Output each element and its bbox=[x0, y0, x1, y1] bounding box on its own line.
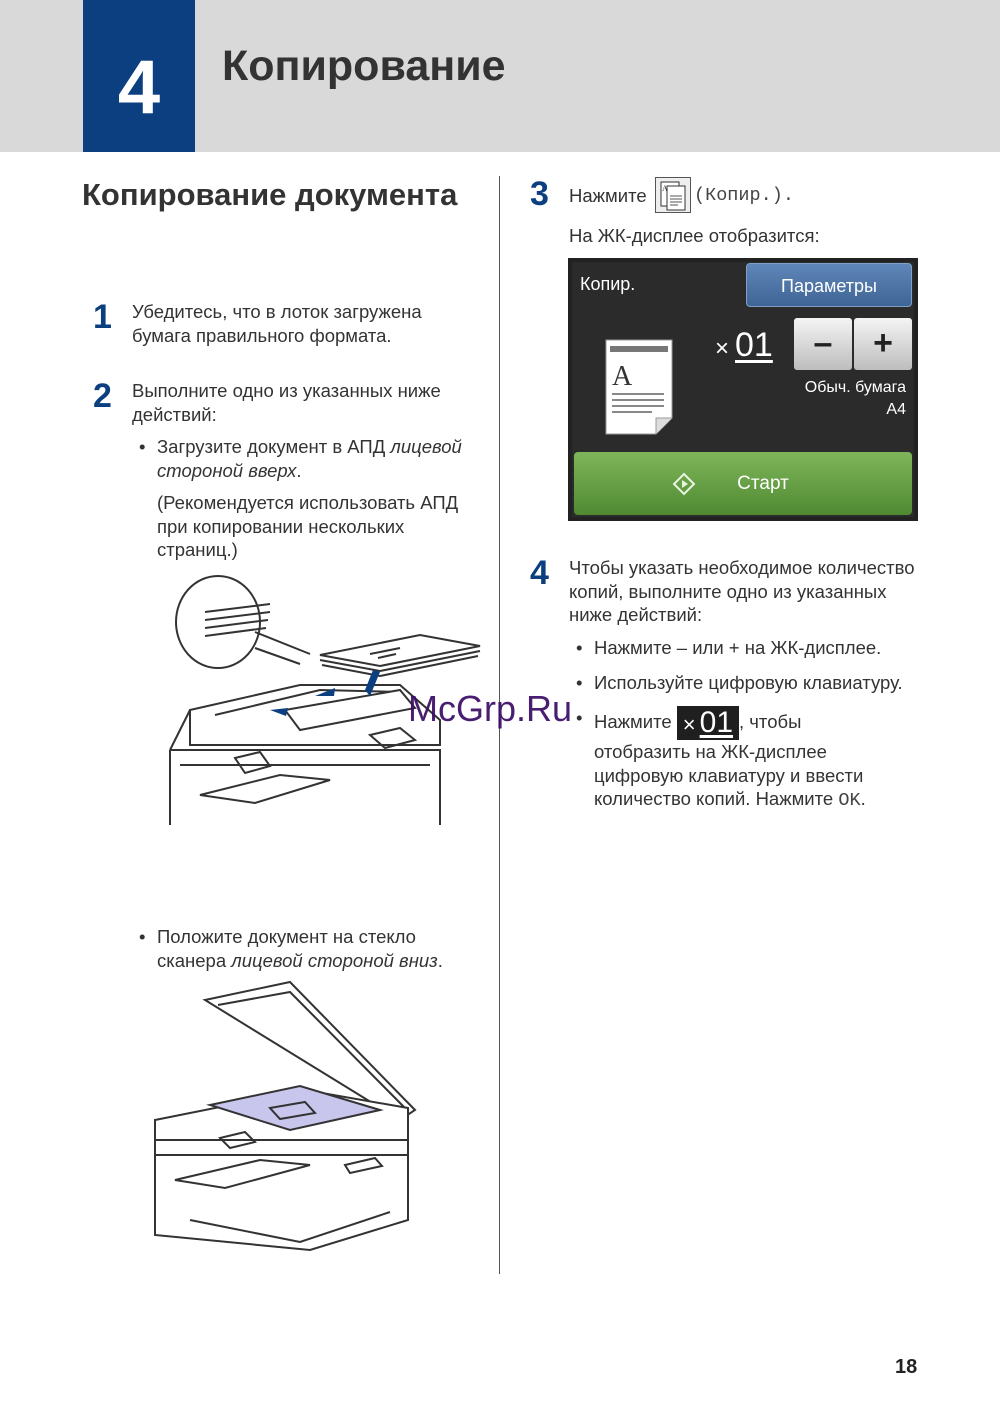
start-button-label: Старт bbox=[737, 473, 789, 494]
step-1-number: 1 bbox=[93, 298, 112, 336]
section-title: Копирование документа bbox=[82, 177, 458, 212]
step-4-bullet-keypad: • Используйте цифровую клавиатуру. bbox=[576, 672, 903, 693]
watermark: McGrp.Ru bbox=[408, 688, 573, 729]
paper-type: Обыч. бумага bbox=[804, 379, 906, 396]
step-3-number: 3 bbox=[530, 175, 549, 213]
document-preview-letter: A bbox=[612, 361, 633, 392]
ok-label: OK bbox=[838, 790, 861, 811]
step-3-button-label: (Копир.). bbox=[694, 185, 794, 206]
copy-count-display[interactable] bbox=[715, 326, 773, 365]
step-2-adf-note: (Рекомендуется использовать АПД при копировании нескольких страниц.) bbox=[157, 492, 459, 560]
document-preview-icon bbox=[604, 338, 674, 436]
step-4-number: 4 bbox=[530, 554, 549, 592]
times-sign: × bbox=[715, 335, 730, 362]
start-diamond-icon bbox=[672, 472, 696, 496]
step-2-bullet-glass: • Положите документ на стекло сканера лицевой стороной вниз. bbox=[139, 926, 443, 971]
start-button[interactable] bbox=[574, 452, 912, 515]
lcd-screen bbox=[568, 258, 918, 521]
step-3-press-text: Нажмите bbox=[569, 185, 647, 206]
step-2-number: 2 bbox=[93, 377, 112, 415]
copy-button-icon[interactable] bbox=[655, 177, 691, 213]
chapter-number: 4 bbox=[83, 0, 195, 152]
page-number: 18 bbox=[895, 1356, 918, 1378]
paper-size: A4 bbox=[886, 401, 906, 418]
step-3-display-text: На ЖК-дисплее отобразится: bbox=[569, 225, 820, 246]
step-1-text: Убедитесь, что в лоток загружена бумага правильного формата. bbox=[132, 301, 422, 346]
paper-settings bbox=[805, 377, 906, 421]
plus-button[interactable]: + bbox=[854, 318, 912, 370]
step-4-bullet-plusminus: • Нажмите – или + на ЖК-дисплее. bbox=[576, 637, 882, 658]
svg-text:A: A bbox=[662, 184, 668, 193]
step-2-text: Выполните одно из указанных ниже действий: bbox=[132, 380, 441, 425]
inline-copy-count-button[interactable]: × 01 bbox=[677, 706, 739, 740]
params-button[interactable]: Параметры bbox=[746, 263, 912, 307]
minus-button[interactable]: – bbox=[794, 318, 852, 370]
step-4-text: Чтобы указать необходимое количество копий, выполните одно из указанных ниже действий: bbox=[569, 557, 915, 625]
lcd-panel bbox=[572, 262, 914, 517]
lcd-title: Копир. bbox=[580, 274, 636, 294]
step-2-bullet-adf: • Загрузите документ в АПД лицевой стороной вверх. bbox=[139, 436, 462, 481]
copy-count-value: 01 bbox=[735, 326, 773, 364]
step-4-bullet-count: • Нажмите × 01 , чтобы отобразить на ЖК-дисплее цифровую клавиатуру и ввести количество копий. Нажмите OK. bbox=[576, 706, 866, 811]
chapter-title: Копирование bbox=[222, 42, 506, 90]
scanner-glass-illustration bbox=[150, 980, 420, 1255]
